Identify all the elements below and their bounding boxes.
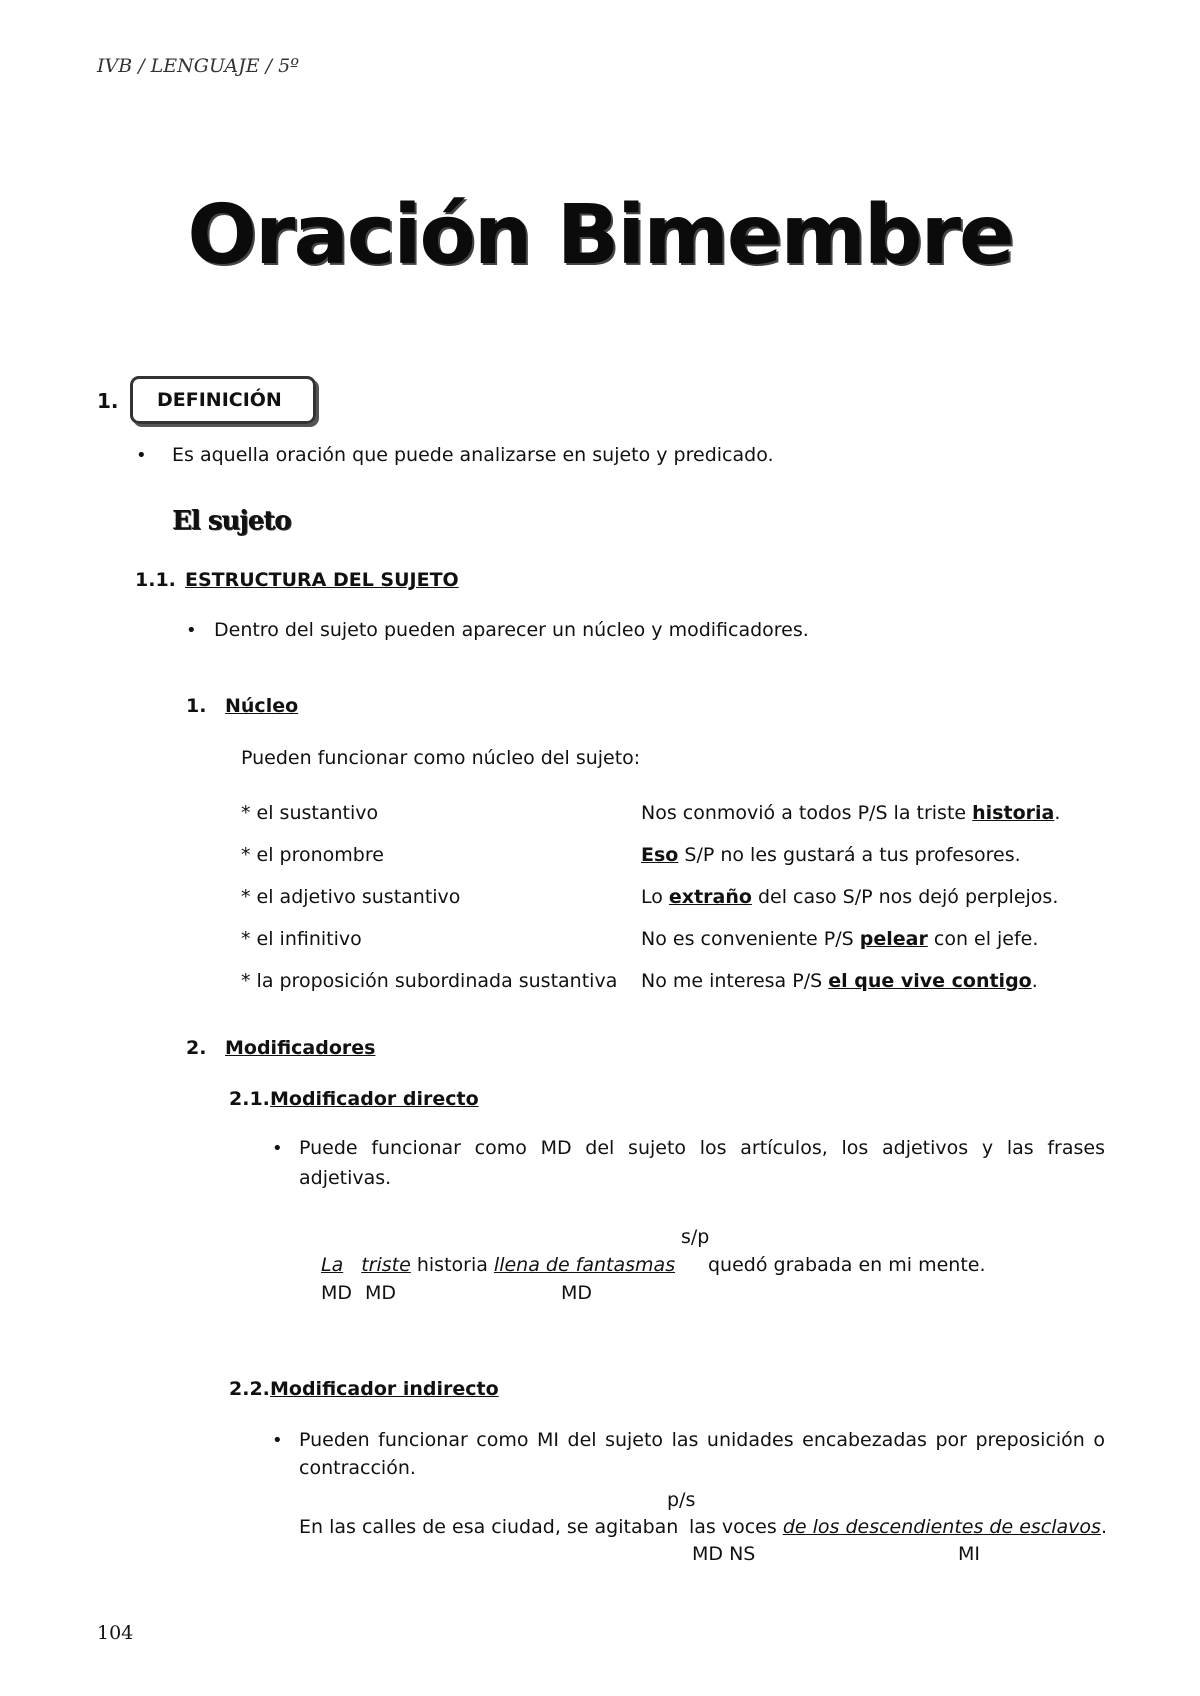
nucleo-example: Nos conmovió a todos P/S la triste historia. <box>641 802 1061 824</box>
nucleo-type: * la proposición subordinada sustantiva <box>241 970 618 992</box>
nucleo-example: No me interesa P/S el que vive contigo. <box>641 970 1038 992</box>
md-example: La triste historia llena de fantasmas <box>321 1254 676 1276</box>
item-number: 1. <box>186 695 207 717</box>
md-heading: Modificador directo <box>270 1088 479 1110</box>
bullet-icon: • <box>136 445 147 466</box>
mi-text-line2: contracción. <box>299 1457 416 1479</box>
section-number: 1.1. <box>135 569 176 591</box>
md-example-predicate: quedó grabada en mi mente. <box>708 1254 986 1276</box>
nucleo-example: Eso S/P no les gustará a tus profesores. <box>641 844 1021 866</box>
bullet-icon: • <box>186 620 197 641</box>
subsection-number: 2.2. <box>229 1378 270 1400</box>
nucleo-example: Lo extraño del caso S/P nos dejó perplejos. <box>641 886 1059 908</box>
ps-marker: p/s <box>667 1489 696 1511</box>
nucleo-example: No es conveniente P/S pelear con el jefe. <box>641 928 1039 950</box>
md-text-line2: adjetivas. <box>299 1167 392 1189</box>
mi-heading: Modificador indirecto <box>270 1378 499 1400</box>
md-text-line1: Puede funcionar como MD del sujeto los artículos, los adjetivos y las frases <box>299 1137 1105 1159</box>
md-tag: MD <box>321 1282 353 1304</box>
page-number: 104 <box>97 1622 134 1644</box>
bullet-icon: • <box>272 1138 283 1159</box>
mi-example: las voces de los descendientes de esclavos. <box>689 1516 1107 1538</box>
mi-tag: MD NS <box>692 1543 756 1565</box>
subtitle-sujeto: El sujeto <box>172 506 291 536</box>
nucleo-heading: Núcleo <box>225 695 299 717</box>
nucleo-intro: Pueden funcionar como núcleo del sujeto: <box>241 747 641 769</box>
md-tag: MD <box>365 1282 397 1304</box>
page-title: Oración Bimembre <box>187 188 1013 283</box>
definition-box: DEFINICIÓN <box>130 376 316 424</box>
nucleo-type: * el pronombre <box>241 844 384 866</box>
mi-example-pre: En las calles de esa ciudad, se agitaban <box>299 1516 679 1538</box>
section-number: 1. <box>97 389 119 413</box>
nucleo-type: * el sustantivo <box>241 802 379 824</box>
structure-text: Dentro del sujeto pueden aparecer un núcleo y modificadores. <box>214 619 809 641</box>
modificadores-heading: Modificadores <box>225 1037 376 1059</box>
nucleo-type: * el infinitivo <box>241 928 362 950</box>
definition-text: Es aquella oración que puede analizarse en sujeto y predicado. <box>172 444 774 466</box>
mi-text-line1: Pueden funcionar como MI del sujeto las unidades encabezadas por preposición o <box>299 1429 1105 1451</box>
nucleo-type: * el adjetivo sustantivo <box>241 886 461 908</box>
sp-marker: s/p <box>681 1226 710 1248</box>
bullet-icon: • <box>272 1430 283 1451</box>
page-header: IVB / LENGUAJE / 5º <box>97 55 300 77</box>
subsection-number: 2.1. <box>229 1088 270 1110</box>
section-heading: ESTRUCTURA DEL SUJETO <box>185 569 459 591</box>
item-number: 2. <box>186 1037 207 1059</box>
mi-tag: MI <box>958 1543 980 1565</box>
md-tag: MD <box>561 1282 593 1304</box>
